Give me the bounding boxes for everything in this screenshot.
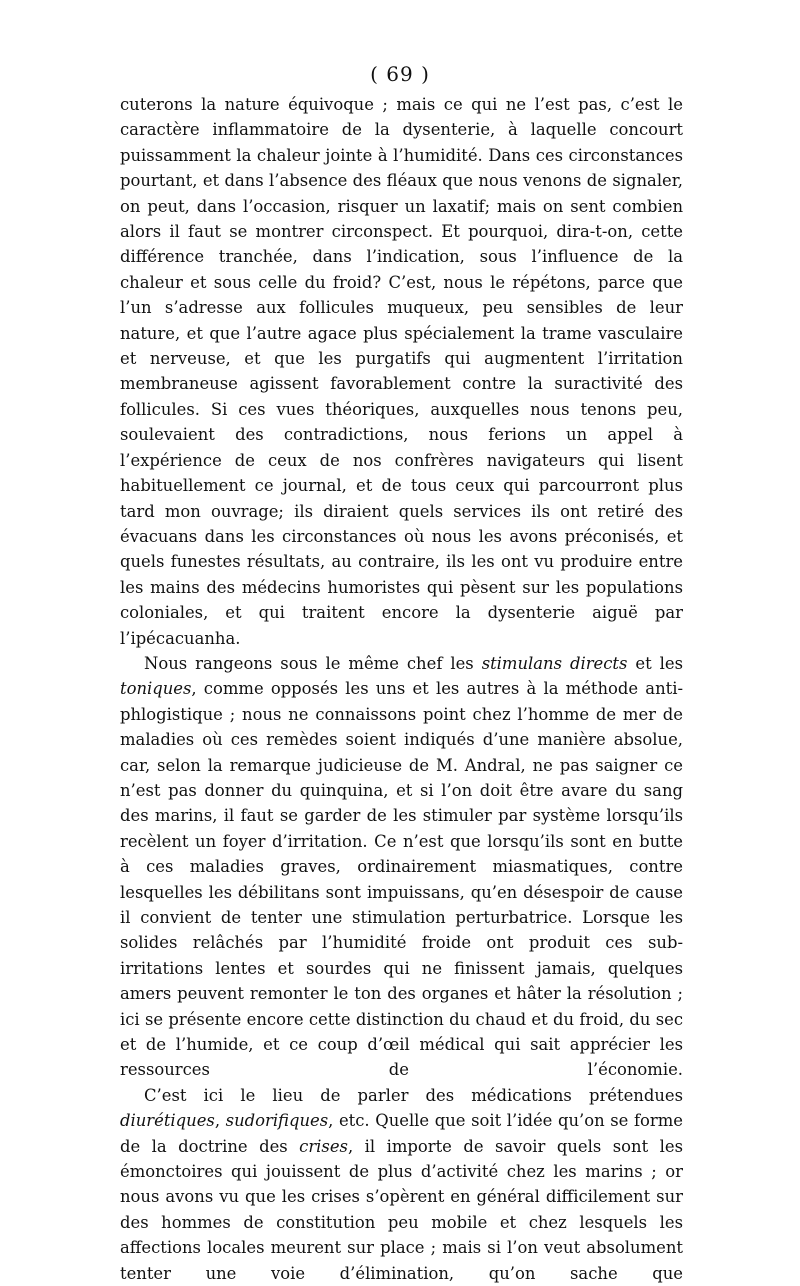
italic-term: diurétiques	[120, 1111, 215, 1131]
page-number: ( 69 )	[370, 62, 430, 86]
italic-term: stimulans directs	[481, 653, 628, 673]
paragraph	[120, 92, 683, 651]
italic-term: crises	[299, 1136, 348, 1156]
italic-term: sudorifiques	[225, 1111, 329, 1131]
italic-term: toniques	[120, 679, 192, 699]
text-run: , etc. Quelle que soit l’idée qu’on se forme de la doctrine des	[120, 1111, 684, 1156]
paragraph	[120, 651, 683, 1083]
text-run: , comme opposés les uns et les autres à la méthode anti-phlogistique ; nous ne connaissons point chez l’homme de mer de maladies où ces remèdes soient indiqués d’une manière absolue, car, selon la remarque judicieuse de M. Andral, ne pas saigner ce n’est pas donner du quinquina, et si l’on doit être avare du sang des marins, il faut se garder de les stimuler par système lorsqu’ils recèlent un foyer d’irritation. Ce n’est que lorsqu’ils sont en butte à ces maladies graves, ordinairement miasmatiques, contre lesquelles les débilitans sont impuissans, qu’en désespoir de cause il convient de tenter une stimulation perturbatrice. Lorsque les solides relâchés par l’humidité froide ont produit ces sub-irritations lentes et sourdes qui ne finissent jamais, quelques amers peuvent remonter le ton des organes et hâter la résolution ; ici se présente encore cette distinction du chaud et du froid, du sec et de l’humide, et ce coup d’œil médical qui sait apprécier les ressources de l’économie.	[120, 679, 683, 1080]
text-run: C’est ici le lieu de parler des médications prétendues	[144, 1085, 683, 1105]
text-run: cuterons la nature équivoque ; mais ce qui ne l’est pas, c’est le caractère inflammatoire de la dysenterie, à laquelle concourt puissamment la chaleur jointe à l’humidité. Dans ces circonstances pourtant, et dans l’absence des fléaux que nous venons de signaler, on peut, dans l’occasion, risquer un laxatif; mais on sent combien alors il faut se montrer circonspect. Et pourquoi, dira-t-on, cette différence tranchée, dans l’indication, sous l’influence de la chaleur et sous celle du froid? C’est, nous le répétons, parce que l’un s’adresse aux follicules muqueux, peu sensibles de leur nature, et que l’autre agace plus spécialement la trame vasculaire et nerveuse, et que les purgatifs qui augmentent l’irritation membraneuse agissent favorablement contre la suractivité des follicules. Si ces vues théoriques, auxquelles nous tenons peu, soulevaient des contradictions, nous ferions un appel à l’expérience de ceux de nos confrères navigateurs qui lisent habituellement ce journal, et de tous ceux qui parcourront plus tard mon ouvrage; ils diraient quels services ils ont retiré des évacuans dans les circonstances où nous les avons préconisés, et quels funestes résultats, au contraire, ils les ont vu produire entre les mains des médecins humoristes qui pèsent sur les populations coloniales, et qui traitent encore la dysenterie aiguë par l’ipécacuanha.	[120, 95, 683, 648]
text-run: ,	[214, 1111, 226, 1131]
paragraph	[120, 1083, 683, 1286]
body-text	[120, 92, 683, 1286]
text-run: , il importe de savoir quels sont les émonctoires qui jouissent de plus d’activité chez les marins ; or nous avons vu que les crises s’opèrent en général difficilement sur des hommes de constitution peu mobile et chez lesquels les affections locales meurent sur place ; mais si l’on veut absolument tenter une voie d’élimination, qu’on sache que	[120, 1136, 683, 1283]
text-run: Nous rangeons sous le même chef les	[144, 653, 482, 673]
text-run: et les	[627, 653, 684, 673]
